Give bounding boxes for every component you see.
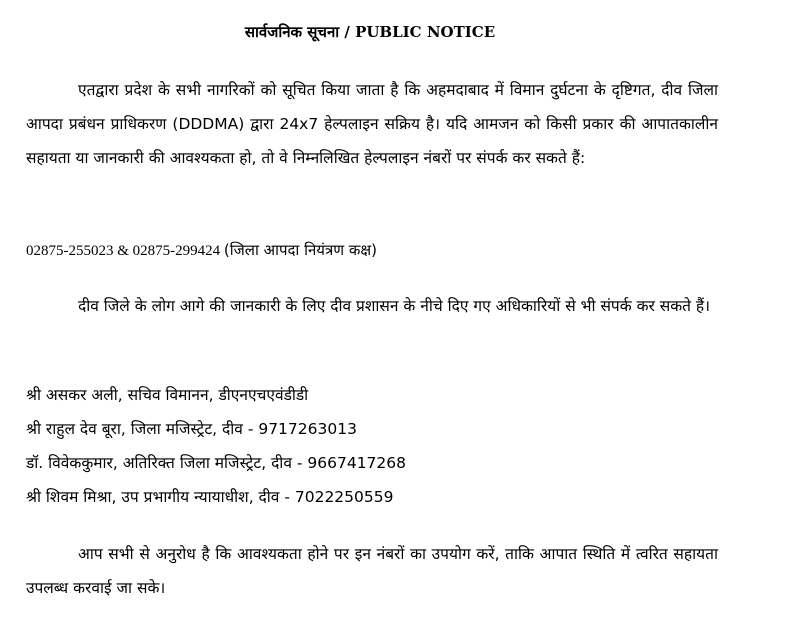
official-entry: डॉ. विवेककुमार, अतिरिक्त जिला मजिस्ट्रेट, दीव - 9667417268 <box>26 454 406 472</box>
closing-text: आप सभी से अनुरोध है कि आवश्यकता होने पर इन नंबरों का उपयोग करें, ताकि आपात स्थिति में त्वरित सहायता उपलब्ध करवाई जा सके। <box>26 545 718 597</box>
helpline-label: (जिला आपदा नियंत्रण कक्ष) <box>223 241 378 259</box>
official-entry: श्री शिवम मिश्रा, उप प्रभागीय न्यायाधीश, दीव - 7022250559 <box>26 488 394 506</box>
intro-text: एतद्वारा प्रदेश के सभी नागरिकों को सूचित किया जाता है कि अहमदाबाद में विमान दुर्घटना के दृष्टिगत, दीव जिला आपदा प्रबंधन प्राधिकरण (DDDMA) द्वारा 24x7 हेल्पलाइन सक्रिय है। यदि आमजन को किसी प्रकार की आपातकालीन सहायता या जानकारी की आवश्यकता हो, तो वे निम्नलिखित हेल्पलाइन नंबरों पर संपर्क कर सकते हैं: <box>26 81 718 167</box>
helpline-numbers: 02875-255023 & 02875-299424 <box>26 243 221 259</box>
officials-list <box>26 378 726 514</box>
closing-paragraph <box>26 537 718 605</box>
officials-intro-text: दीव जिले के लोग आगे की जानकारी के लिए दीव प्रशासन के नीचे दिए गए अधिकारियों से भी संपर्क कर सकते हैं। <box>78 297 710 315</box>
official-entry: श्री राहुल देव बूरा, जिला मजिस्ट्रेट, दीव - 9717263013 <box>26 420 357 438</box>
notice-title: सार्वजनिक सूचना / PUBLIC NOTICE <box>244 23 496 41</box>
helpline-line <box>26 236 377 265</box>
officials-intro-paragraph <box>26 289 718 323</box>
intro-paragraph <box>26 73 718 175</box>
official-entry: श्री असकर अली, सचिव विमानन, डीएनएचएवंडीडी <box>26 386 309 404</box>
